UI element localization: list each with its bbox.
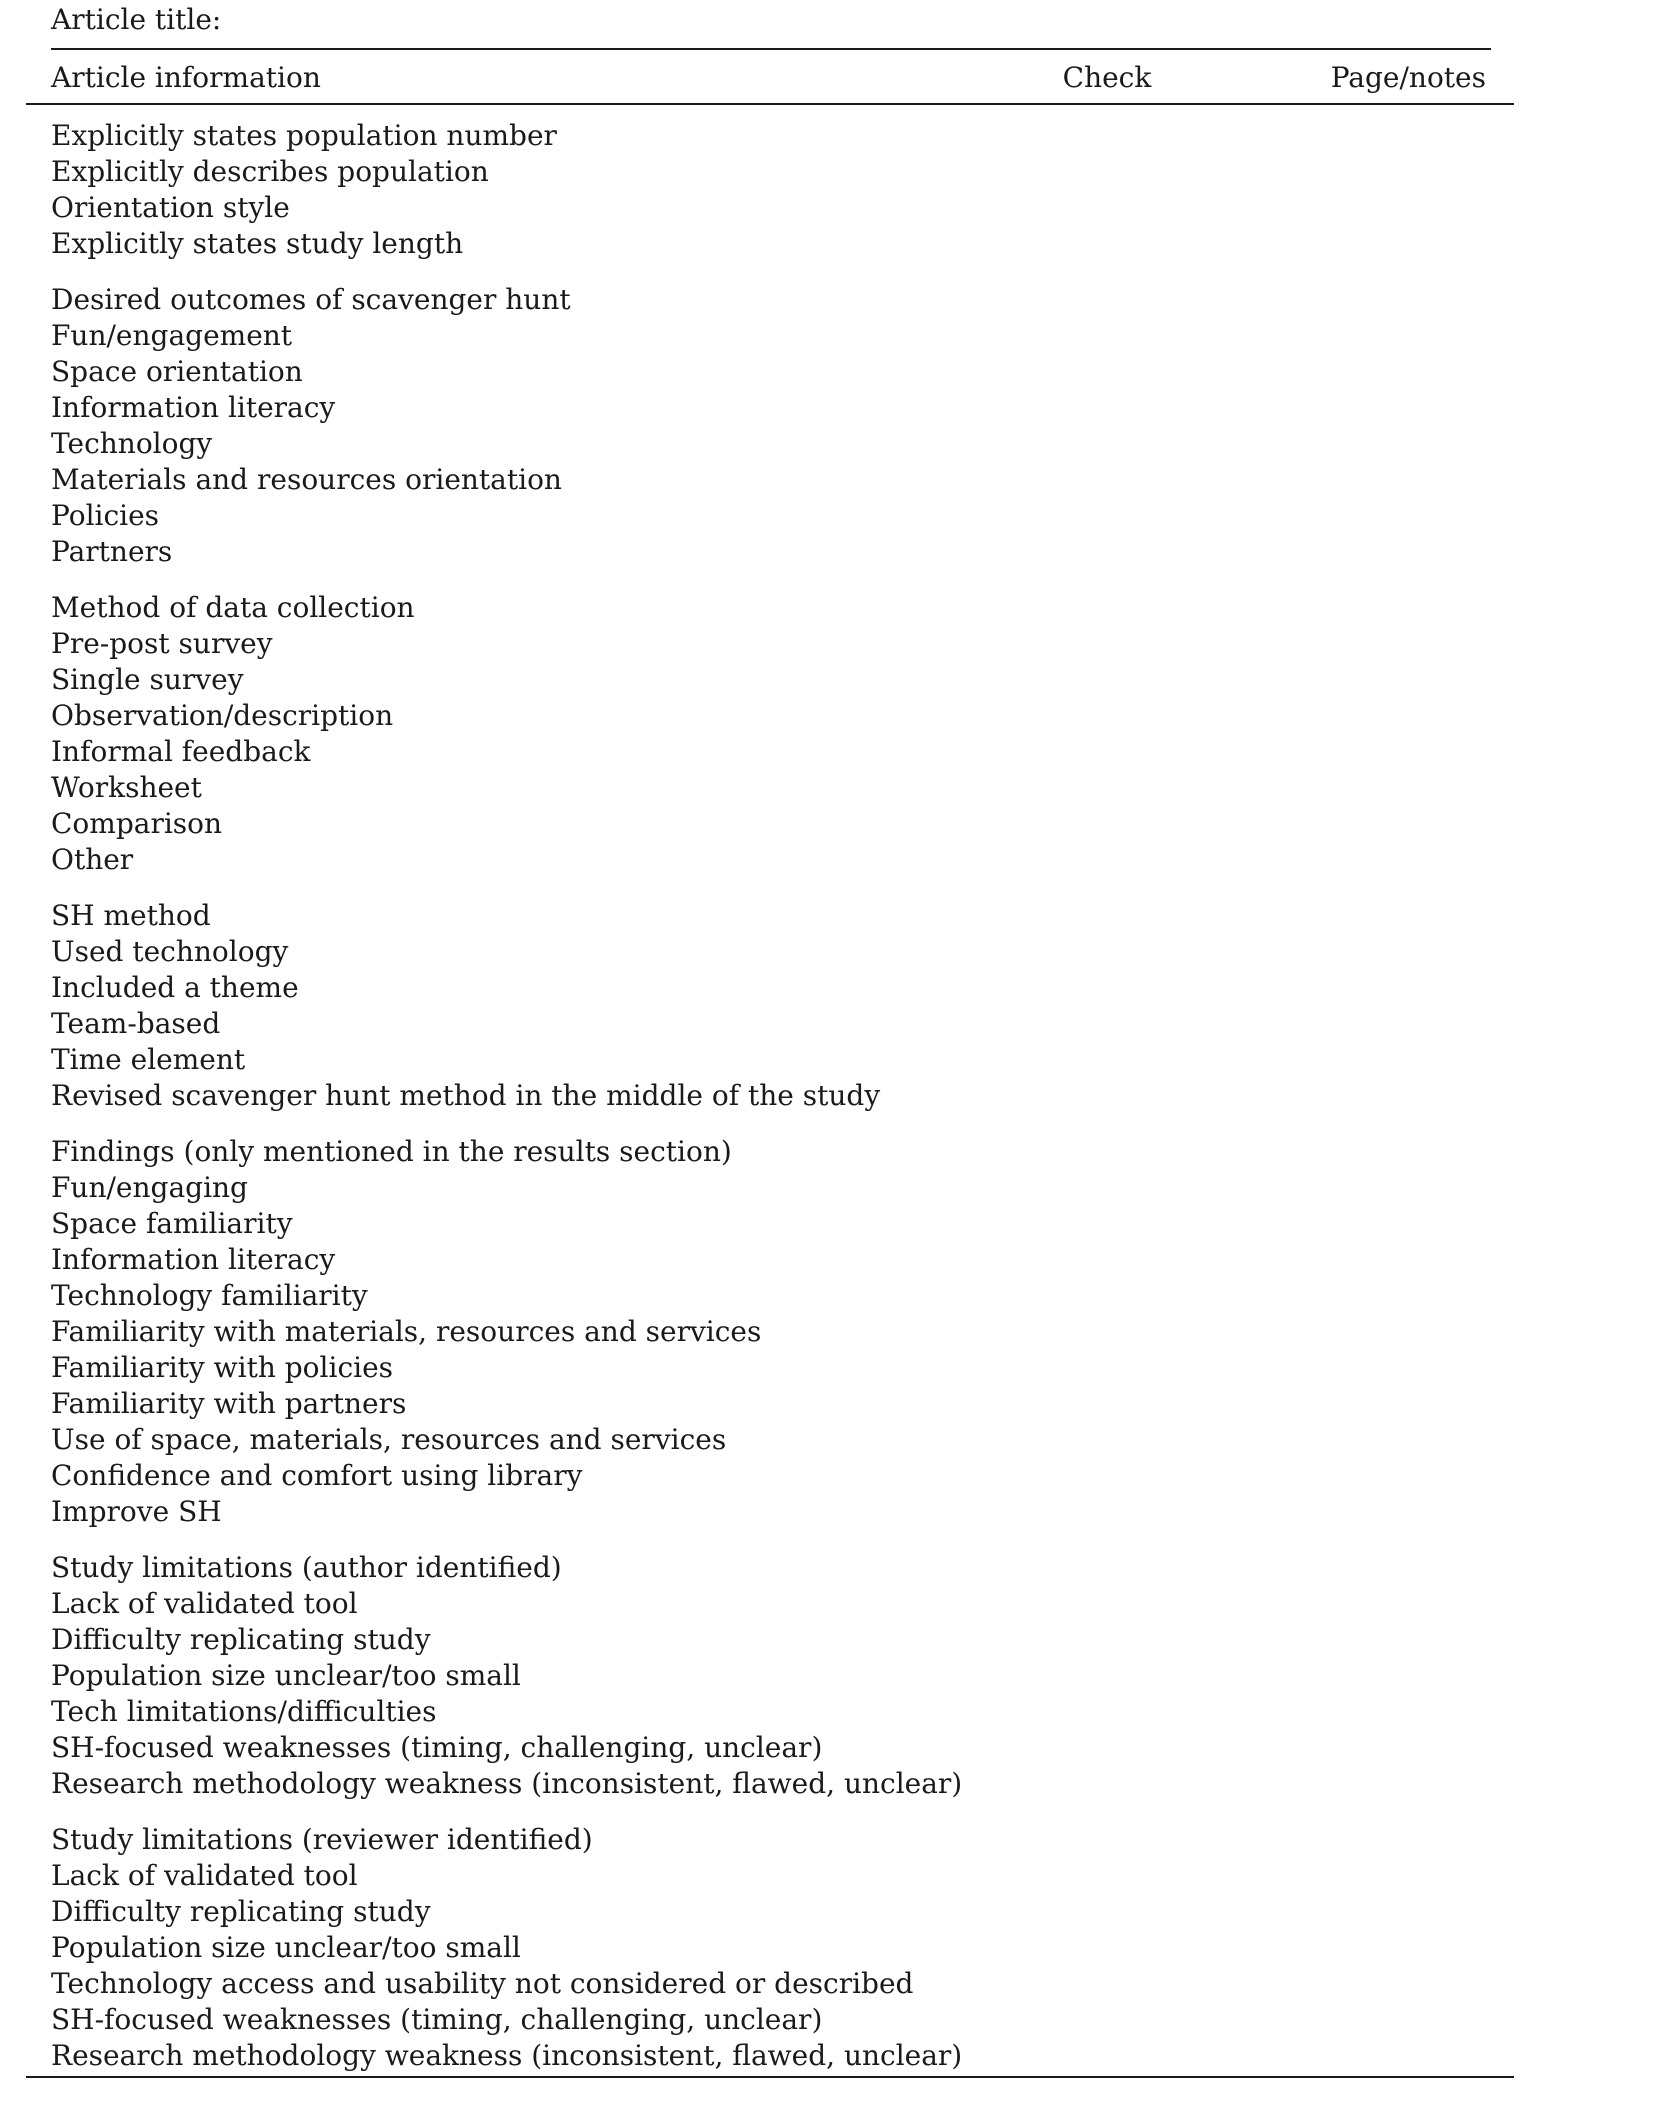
row-group	[51, 282, 1491, 570]
table-row: Difficulty replicating study	[51, 1623, 431, 1656]
article-title-label: Article title:	[51, 3, 222, 36]
table-row: Study limitations (author identified)	[51, 1551, 562, 1584]
table-row: Familiarity with policies	[51, 1351, 394, 1384]
header-page-notes: Page/notes	[1330, 61, 1486, 94]
table-row: Policies	[51, 499, 160, 532]
row-group	[51, 1550, 1491, 1802]
table-row: Method of data collection	[51, 591, 415, 624]
table-row: Explicitly states study length	[51, 227, 464, 260]
table-row: Information literacy	[51, 1243, 336, 1276]
table-row: Information literacy	[51, 391, 336, 424]
table-row: Improve SH	[51, 1495, 222, 1528]
table-row: Familiarity with partners	[51, 1387, 407, 1420]
row-group	[51, 898, 1491, 1114]
row-group	[51, 1134, 1491, 1530]
table-row: Revised scavenger hunt method in the middle of the study	[51, 1079, 881, 1112]
bottom-rule	[26, 2076, 1514, 2078]
table-row: Explicitly describes population	[51, 155, 489, 188]
header-rule	[26, 103, 1514, 105]
table-row: Confidence and comfort using library	[51, 1459, 583, 1492]
table-row: Fun/engaging	[51, 1171, 248, 1204]
table-row: Worksheet	[51, 771, 202, 804]
header-article-information: Article information	[51, 61, 321, 94]
table-header	[0, 58, 1676, 98]
table-body	[51, 118, 1491, 2094]
table-row: Space familiarity	[51, 1207, 293, 1240]
table-row: Research methodology weakness (inconsistent, flawed, unclear)	[51, 1767, 963, 1800]
table-row: Team-based	[51, 1007, 221, 1040]
table-row: Population size unclear/too small	[51, 1931, 521, 1964]
table-row: Single survey	[51, 663, 244, 696]
table-row: Materials and resources orientation	[51, 463, 562, 496]
table-row: Lack of validated tool	[51, 1587, 358, 1620]
table-row: Informal feedback	[51, 735, 311, 768]
row-group	[51, 590, 1491, 878]
table-row: Familiarity with materials, resources and services	[51, 1315, 762, 1348]
table-row: Explicitly states population number	[51, 119, 557, 152]
row-group	[51, 1822, 1491, 2074]
table-row: Technology access and usability not considered or described	[51, 1967, 914, 2000]
table-row: Fun/engagement	[51, 319, 293, 352]
table-row: Use of space, materials, resources and services	[51, 1423, 727, 1456]
row-group	[51, 118, 1491, 262]
table-row: SH-focused weaknesses (timing, challenging, unclear)	[51, 2003, 823, 2036]
table-row: Pre-post survey	[51, 627, 273, 660]
table-row: Technology familiarity	[51, 1279, 368, 1312]
table-row: Partners	[51, 535, 173, 568]
table-row: Other	[51, 843, 134, 876]
table-row: Tech limitations/difficulties	[51, 1695, 437, 1728]
top-rule	[51, 48, 1491, 50]
header-check: Check	[1062, 61, 1152, 94]
table-row: SH-focused weaknesses (timing, challenging, unclear)	[51, 1731, 823, 1764]
table-row: SH method	[51, 899, 211, 932]
table-row: Orientation style	[51, 191, 290, 224]
table-row: Desired outcomes of scavenger hunt	[51, 283, 571, 316]
table-row: Findings (only mentioned in the results section)	[51, 1135, 732, 1168]
table-row: Space orientation	[51, 355, 303, 388]
table-row: Observation/description	[51, 699, 394, 732]
table-row: Difficulty replicating study	[51, 1895, 431, 1928]
table-row: Study limitations (reviewer identified)	[51, 1823, 593, 1856]
table-row: Lack of validated tool	[51, 1859, 358, 1892]
table-row: Comparison	[51, 807, 223, 840]
table-row: Used technology	[51, 935, 289, 968]
table-row: Time element	[51, 1043, 246, 1076]
table-row: Research methodology weakness (inconsistent, flawed, unclear)	[51, 2039, 963, 2072]
table-row: Population size unclear/too small	[51, 1659, 521, 1692]
table-row: Technology	[51, 427, 213, 460]
table-row: Included a theme	[51, 971, 299, 1004]
